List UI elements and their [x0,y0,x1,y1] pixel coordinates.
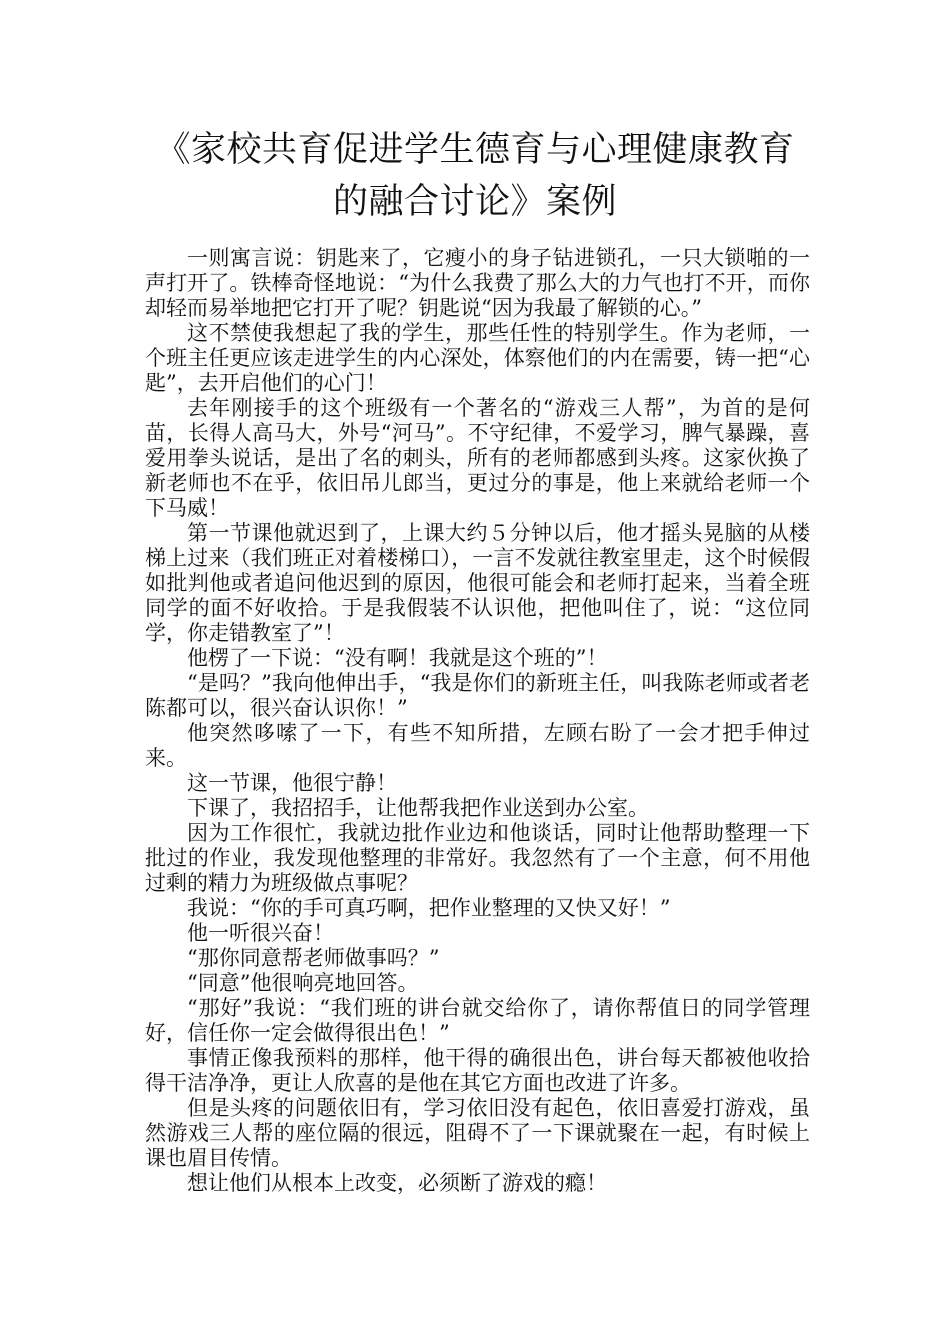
paragraph-11: 我说：“你的手可真巧啊，把作业整理的又快又好！” [187,896,671,920]
document-body [145,246,810,1196]
paragraph-13: “那你同意帮老师做事吗？” [187,946,440,970]
paragraph-2: 这不禁使我想起了我的学生，那些任性的特别学生。作为老师，一个班主任更应该走进学生的内心深处，体察他们的内在需要，铸一把“心匙”，去开启他们的心门！ [145,321,810,395]
paragraph-3: 去年刚接手的这个班级有一个著名的“游戏三人帮”，为首的是何苗，长得人高马大，外号“河马”。不守纪律，不爱学习，脾气暴躁，喜爱用拳头说话，是出了名的刺头，所有的老师都感到头疼。这家伙换了新老师也不在乎，依旧吊儿郎当，更过分的事是，他上来就给老师一个下马威！ [145,396,810,520]
paragraph-17: 但是头疼的问题依旧有，学习依旧没有起色，依旧喜爱打游戏，虽然游戏三人帮的座位隔的很远，阻碍不了一下课就聚在一起，有时候上课也眉目传情。 [145,1096,810,1170]
title-line-2: 的融合讨论》案例 [332,182,617,222]
paragraph-18: 想让他们从根本上改变，必须断了游戏的瘾！ [187,1171,607,1195]
document-title [110,124,840,228]
paragraph-8: 这一节课，他很宁静！ [187,771,397,795]
paragraph-1: 一则寓言说：钥匙来了，它瘦小的身子钻进锁孔，一只大锁啪的一声打开了。铁棒奇怪地说：“为什么我费了那么大的力气也打不开，而你却轻而易举地把它打开了呢？钥匙说“因为我最了解锁的心。” [145,246,810,320]
paragraph-16: 事情正像我预料的那样，他干得的确很出色，讲台每天都被他收拾得干洁净净，更让人欣喜的是他在其它方面也改进了许多。 [145,1046,810,1095]
paragraph-12: 他一听很兴奋！ [187,921,334,945]
paragraph-10: 因为工作很忙，我就边批作业边和他谈话，同时让他帮助整理一下批过的作业，我发现他整理的非常好。我忽然有了一个主意，何不用他过剩的精力为班级做点事呢？ [145,821,810,895]
title-line-1: 《家校共育促进学生德育与心理健康教育 [155,130,795,170]
paragraph-14: “同意”他很响亮地回答。 [187,971,419,995]
paragraph-5: 他楞了一下说：“没有啊！我就是这个班的”！ [187,646,608,670]
paragraph-9: 下课了，我招招手，让他帮我把作业送到办公室。 [187,796,649,820]
paragraph-15: “那好”我说：“我们班的讲台就交给你了，请你帮值日的同学管理好，信任你一定会做得很出色！” [145,996,810,1045]
paragraph-4: 第一节课他就迟到了，上课大约５分钟以后，他才摇头晃脑的从楼梯上过来（我们班正对着楼梯口），一言不发就往教室里走，这个时候假如批判他或者追问他迟到的原因，他很可能会和老师打起来，当着全班同学的面不好收拾。于是我假装不认识他，把他叫住了，说：“这位同学，你走错教室了”！ [145,521,810,645]
paragraph-6: “是吗？”我向他伸出手，“我是你们的新班主任，叫我陈老师或者老陈都可以，很兴奋认识你！” [145,671,810,720]
paragraph-7: 他突然哆嗦了一下，有些不知所措，左顾右盼了一会才把手伸过来。 [145,721,810,770]
